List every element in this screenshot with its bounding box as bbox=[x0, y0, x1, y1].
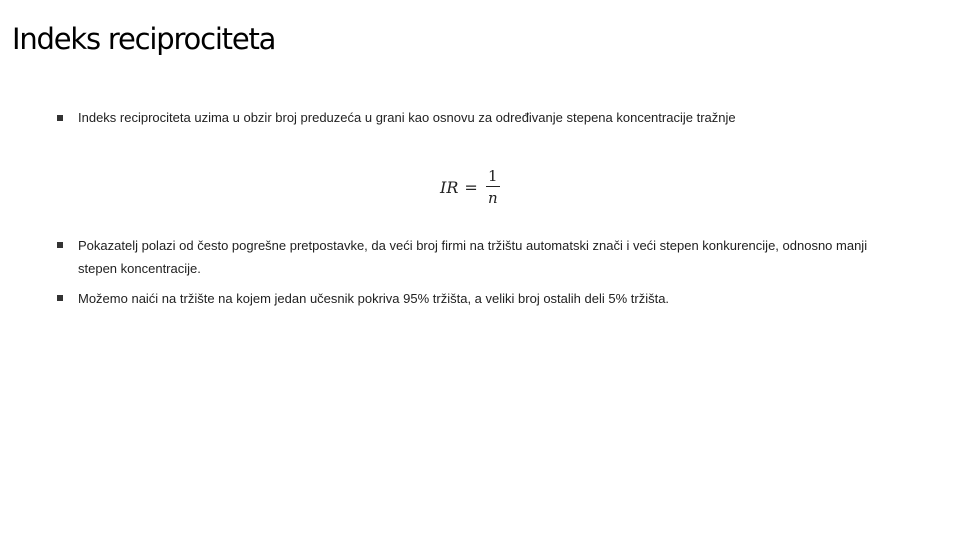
formula bbox=[440, 162, 500, 212]
bullet-text-3: Možemo naići na tržište na kojem jedan učesnik pokriva 95% tržišta, a veliki broj ostalih deli 5% tržišta. bbox=[78, 291, 670, 306]
bullet-marker-3 bbox=[57, 295, 63, 301]
bullet-marker-1 bbox=[57, 115, 63, 121]
formula-numerator: 1 bbox=[488, 167, 498, 185]
formula-lhs: IR bbox=[440, 177, 459, 197]
formula-fraction bbox=[486, 167, 500, 207]
bullet-marker-2 bbox=[57, 242, 63, 248]
formula-equals: = bbox=[464, 177, 478, 197]
formula-denominator: n bbox=[487, 189, 498, 207]
bullet-text-2: Pokazatelj polazi od često pogrešne pretpostavke, da veći broj firmi na tržištu automatski znači i veći stepen konkurencije, odnosno manji stepen koncentracije. bbox=[78, 238, 868, 276]
slide-title: Indeks reciprociteta bbox=[12, 22, 276, 56]
bullet-text-1: Indeks reciprociteta uzima u obzir broj preduzeća u grani kao osnovu za određivanje stepena koncentracije tražnje bbox=[78, 110, 736, 125]
fraction-bar bbox=[486, 186, 500, 187]
